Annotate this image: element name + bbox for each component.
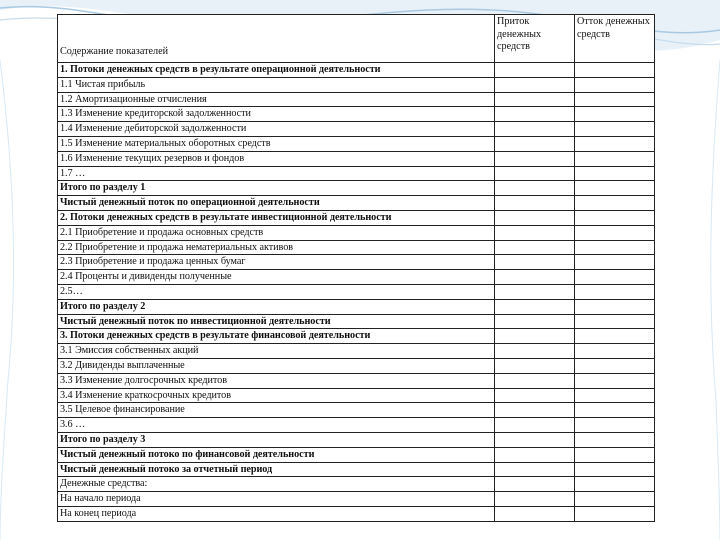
row-outflow-cell xyxy=(575,63,655,78)
row-description: 3.3 Изменение долгосрочных кредитов xyxy=(58,373,495,388)
table-row xyxy=(58,358,655,373)
row-inflow-cell xyxy=(495,196,575,211)
row-description: 1.5 Изменение материальных оборотных средств xyxy=(58,136,495,151)
row-inflow-cell xyxy=(495,92,575,107)
row-outflow-cell xyxy=(575,240,655,255)
row-description: 3.4 Изменение краткосрочных кредитов xyxy=(58,388,495,403)
table-row xyxy=(58,255,655,270)
row-inflow-cell xyxy=(495,122,575,137)
table-row xyxy=(58,181,655,196)
row-outflow-cell xyxy=(575,166,655,181)
row-inflow-cell xyxy=(495,151,575,166)
row-outflow-cell xyxy=(575,77,655,92)
row-inflow-cell xyxy=(495,329,575,344)
table-row xyxy=(58,373,655,388)
row-inflow-cell xyxy=(495,255,575,270)
row-outflow-cell xyxy=(575,432,655,447)
row-inflow-cell xyxy=(495,462,575,477)
row-description: 2. Потоки денежных средств в результате инвестиционной деятельности xyxy=(58,210,495,225)
row-inflow-cell xyxy=(495,270,575,285)
row-description: 1. Потоки денежных средств в результате операционной деятельности xyxy=(58,63,495,78)
row-description: 3.5 Целевое финансирование xyxy=(58,403,495,418)
table-row xyxy=(58,418,655,433)
row-inflow-cell xyxy=(495,344,575,359)
row-outflow-cell xyxy=(575,299,655,314)
row-description: 2.5… xyxy=(58,284,495,299)
row-inflow-cell xyxy=(495,225,575,240)
table-row xyxy=(58,329,655,344)
row-inflow-cell xyxy=(495,181,575,196)
table-row xyxy=(58,77,655,92)
row-outflow-cell xyxy=(575,107,655,122)
table-row xyxy=(58,447,655,462)
row-outflow-cell xyxy=(575,329,655,344)
row-outflow-cell xyxy=(575,462,655,477)
row-inflow-cell xyxy=(495,403,575,418)
row-description: Чистый денежный поток по инвестиционной деятельности xyxy=(58,314,495,329)
row-outflow-cell xyxy=(575,403,655,418)
row-description: 1.2 Амортизационные отчисления xyxy=(58,92,495,107)
row-outflow-cell xyxy=(575,210,655,225)
row-inflow-cell xyxy=(495,210,575,225)
table-row xyxy=(58,225,655,240)
row-description: Чистый денежный потоко за отчетный период xyxy=(58,462,495,477)
row-description: 1.6 Изменение текущих резервов и фондов xyxy=(58,151,495,166)
table-header-row xyxy=(58,15,655,63)
table-row xyxy=(58,210,655,225)
row-description: 2.2 Приобретение и продажа нематериальных активов xyxy=(58,240,495,255)
row-outflow-cell xyxy=(575,492,655,507)
table-row xyxy=(58,107,655,122)
row-inflow-cell xyxy=(495,388,575,403)
table-row xyxy=(58,492,655,507)
table-row xyxy=(58,270,655,285)
header-outflow: Отток денежных средств xyxy=(575,15,655,63)
row-outflow-cell xyxy=(575,122,655,137)
cash-flow-table-container xyxy=(57,14,655,522)
row-description: 1.1 Чистая прибыль xyxy=(58,77,495,92)
row-description: 2.3 Приобретение и продажа ценных бумаг xyxy=(58,255,495,270)
row-inflow-cell xyxy=(495,373,575,388)
row-outflow-cell xyxy=(575,284,655,299)
row-outflow-cell xyxy=(575,477,655,492)
row-inflow-cell xyxy=(495,314,575,329)
row-outflow-cell xyxy=(575,344,655,359)
row-inflow-cell xyxy=(495,284,575,299)
row-outflow-cell xyxy=(575,92,655,107)
table-row xyxy=(58,477,655,492)
table-row xyxy=(58,151,655,166)
row-description: 3. Потоки денежных средств в результате финансовой деятельности xyxy=(58,329,495,344)
row-outflow-cell xyxy=(575,447,655,462)
table-row xyxy=(58,122,655,137)
row-outflow-cell xyxy=(575,388,655,403)
row-inflow-cell xyxy=(495,136,575,151)
row-outflow-cell xyxy=(575,314,655,329)
header-inflow: Приток денежных средств xyxy=(495,15,575,63)
table-row xyxy=(58,344,655,359)
row-outflow-cell xyxy=(575,196,655,211)
row-description: На конец периода xyxy=(58,506,495,521)
row-inflow-cell xyxy=(495,418,575,433)
row-inflow-cell xyxy=(495,63,575,78)
row-outflow-cell xyxy=(575,506,655,521)
row-outflow-cell xyxy=(575,373,655,388)
row-description: 2.4 Проценты и дивиденды полученные xyxy=(58,270,495,285)
row-inflow-cell xyxy=(495,107,575,122)
row-outflow-cell xyxy=(575,136,655,151)
row-inflow-cell xyxy=(495,240,575,255)
row-description: Чистый денежный потоко по финансовой деятельности xyxy=(58,447,495,462)
row-outflow-cell xyxy=(575,151,655,166)
table-row xyxy=(58,240,655,255)
row-description: Итого по разделу 1 xyxy=(58,181,495,196)
cash-flow-table xyxy=(57,14,655,522)
table-row xyxy=(58,63,655,78)
table-row xyxy=(58,299,655,314)
row-inflow-cell xyxy=(495,299,575,314)
table-row xyxy=(58,284,655,299)
row-outflow-cell xyxy=(575,255,655,270)
row-outflow-cell xyxy=(575,225,655,240)
row-inflow-cell xyxy=(495,477,575,492)
row-inflow-cell xyxy=(495,447,575,462)
header-description: Содержание показателей xyxy=(58,15,495,63)
row-outflow-cell xyxy=(575,358,655,373)
row-inflow-cell xyxy=(495,506,575,521)
row-outflow-cell xyxy=(575,270,655,285)
row-description: 3.6 … xyxy=(58,418,495,433)
row-description: 1.7 … xyxy=(58,166,495,181)
table-row xyxy=(58,196,655,211)
row-inflow-cell xyxy=(495,77,575,92)
row-description: Чистый денежный поток по операционной деятельности xyxy=(58,196,495,211)
row-description: 3.1 Эмиссия собственных акций xyxy=(58,344,495,359)
row-outflow-cell xyxy=(575,418,655,433)
table-row xyxy=(58,388,655,403)
row-outflow-cell xyxy=(575,181,655,196)
row-description: Денежные средства: xyxy=(58,477,495,492)
table-row xyxy=(58,403,655,418)
table-row xyxy=(58,462,655,477)
table-row xyxy=(58,92,655,107)
row-description: 1.3 Изменение кредиторской задолженности xyxy=(58,107,495,122)
row-inflow-cell xyxy=(495,432,575,447)
row-description: На начало периода xyxy=(58,492,495,507)
row-inflow-cell xyxy=(495,166,575,181)
row-description: Итого по разделу 2 xyxy=(58,299,495,314)
row-inflow-cell xyxy=(495,358,575,373)
row-description: 2.1 Приобретение и продажа основных средств xyxy=(58,225,495,240)
table-row xyxy=(58,506,655,521)
row-description: 1.4 Изменение дебиторской задолженности xyxy=(58,122,495,137)
row-description: Итого по разделу 3 xyxy=(58,432,495,447)
table-row xyxy=(58,166,655,181)
table-row xyxy=(58,432,655,447)
row-inflow-cell xyxy=(495,492,575,507)
table-row xyxy=(58,136,655,151)
table-row xyxy=(58,314,655,329)
row-description: 3.2 Дивиденды выплаченные xyxy=(58,358,495,373)
